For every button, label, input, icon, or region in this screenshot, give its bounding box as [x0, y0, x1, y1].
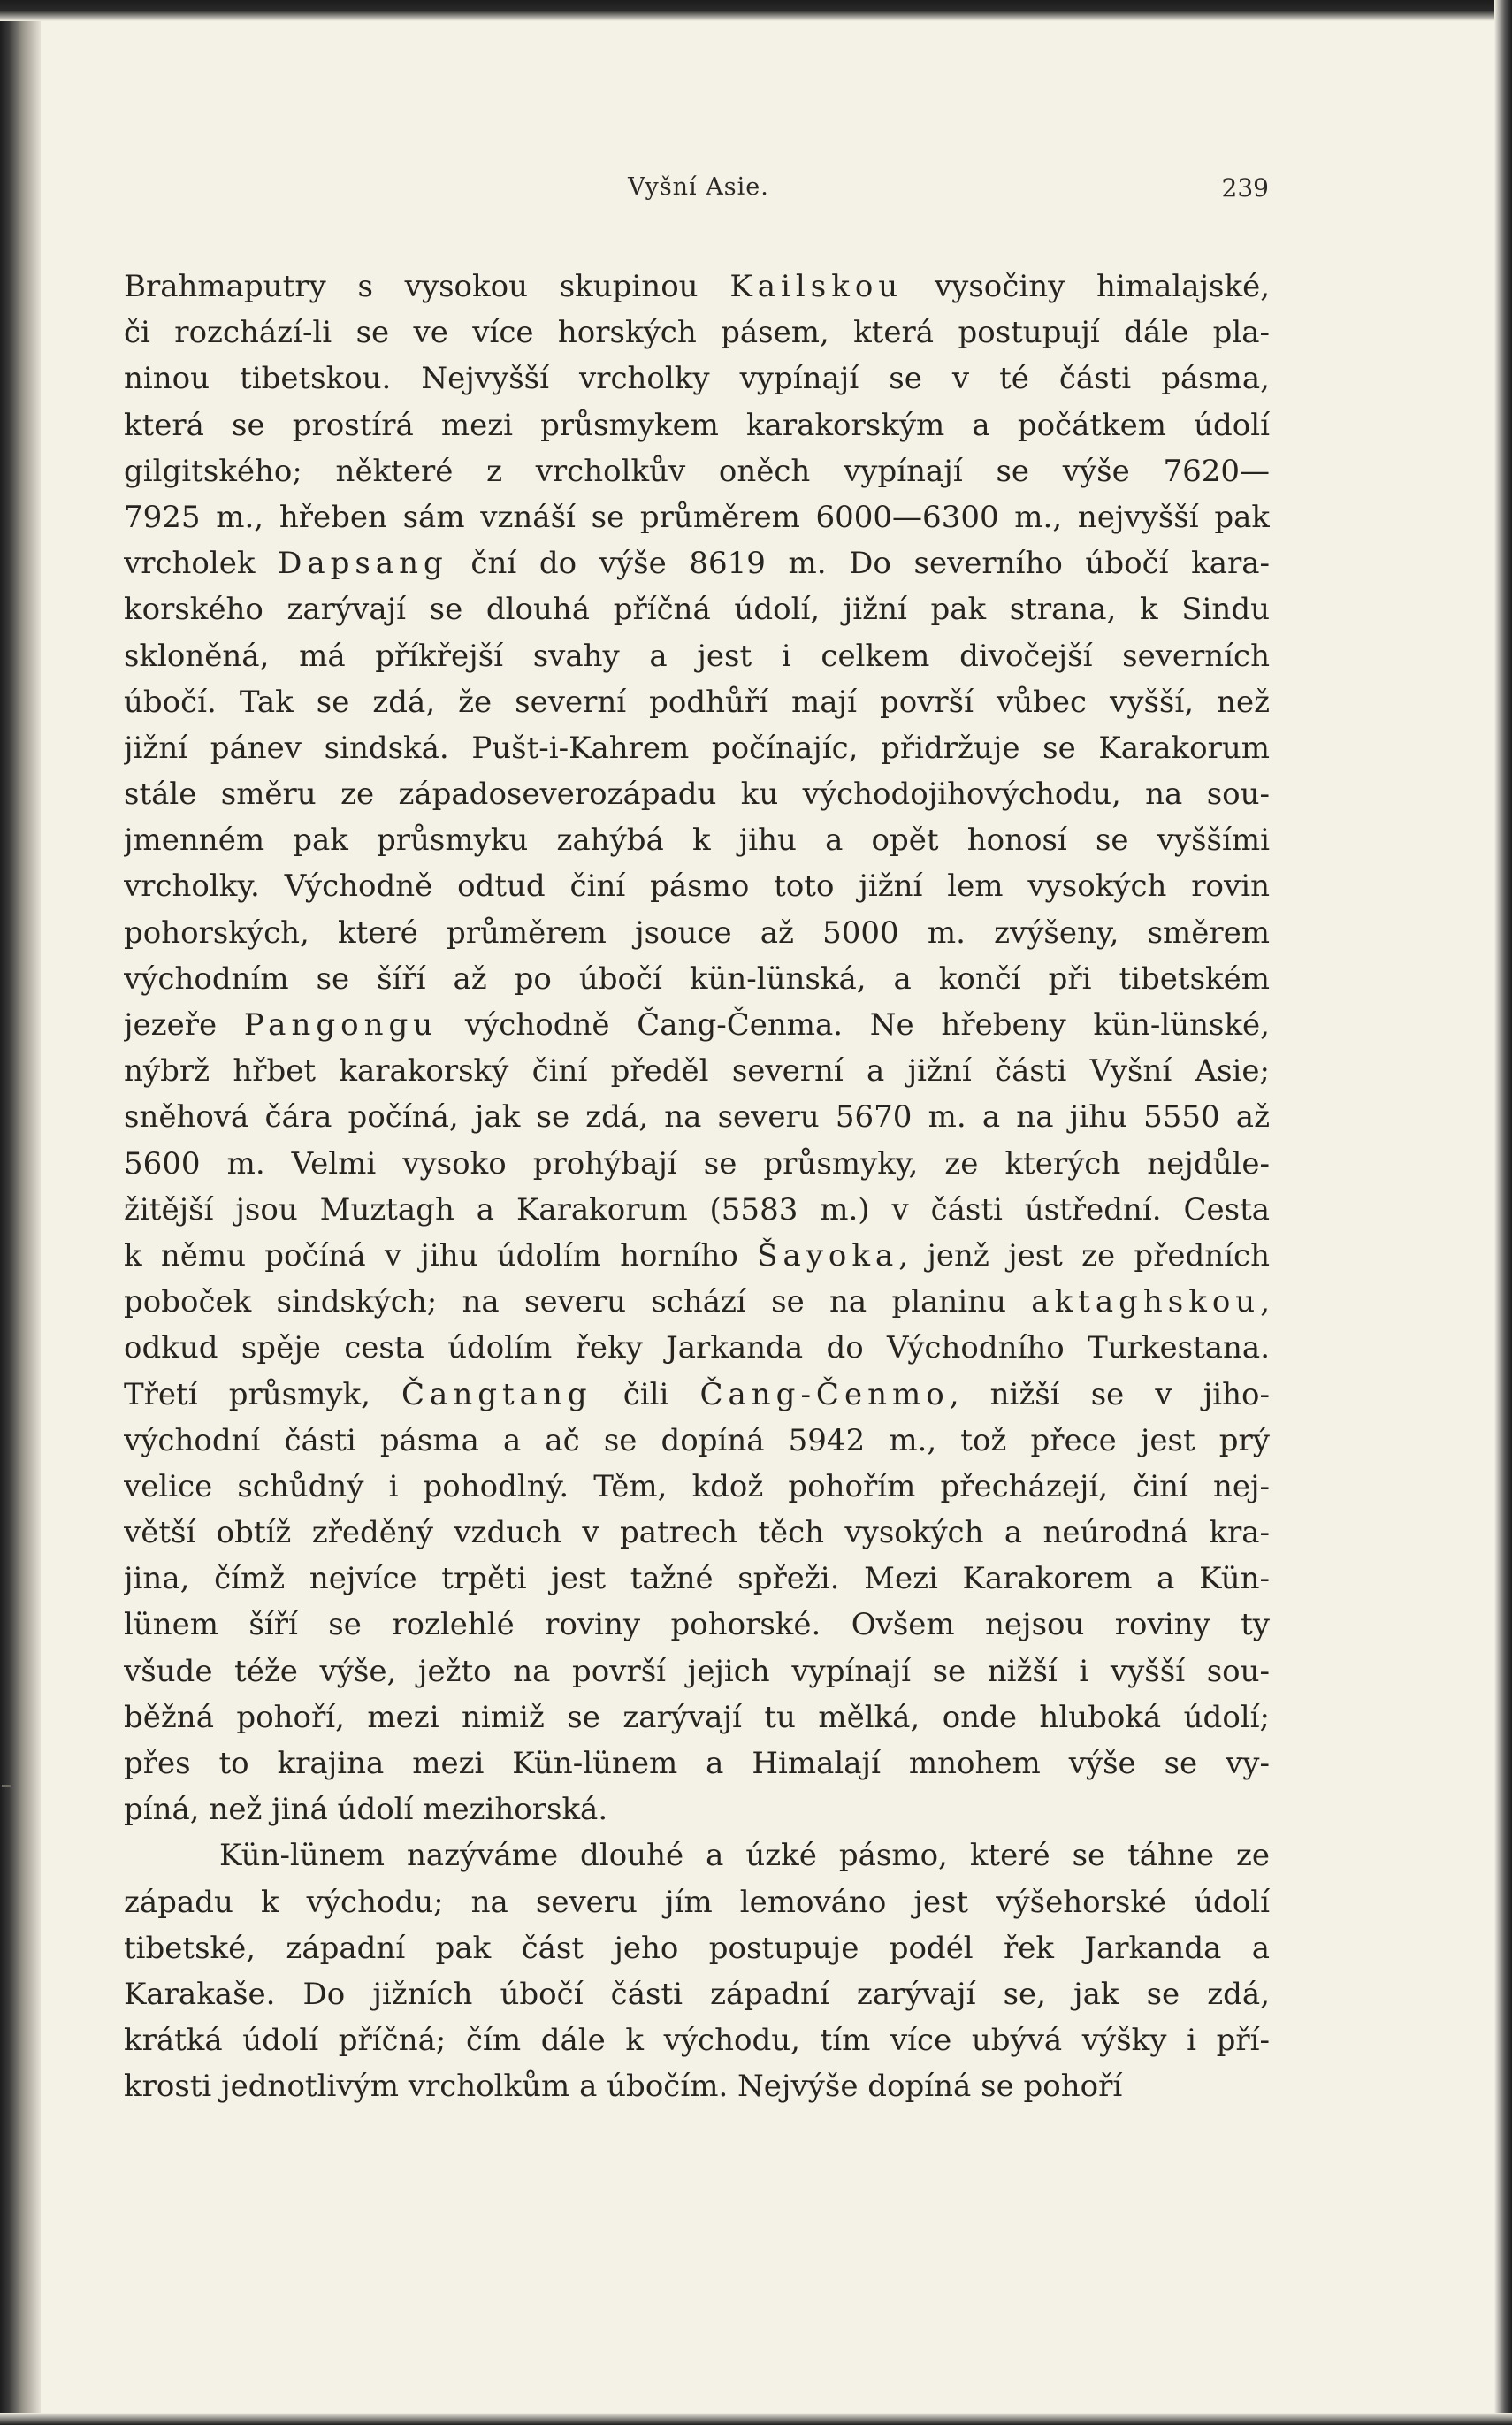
text-segment: jmenném pak průsmyku zahýbá k jihu a opět honosí se vyššími	[124, 822, 1270, 859]
text-line	[124, 356, 1270, 402]
text-segment: Karakaše. Do jižních úbočí části západní zarývají se, jak se zdá,	[124, 1976, 1270, 2012]
text-segment: sněhová čára počíná, jak se zdá, na severu 5670 m. a na jihu 5550 až	[124, 1099, 1270, 1136]
text-segment: stále směru ze západoseverozápadu ku východojihovýchodu, na sou-	[124, 776, 1270, 813]
text-line	[124, 771, 1270, 817]
text-segment: jina, čímž nejvíce trpěti jest tažné spřeži. Mezi Karakorem a Kün-	[124, 1561, 1270, 1597]
spaced-name: aktaghskou	[1031, 1284, 1261, 1320]
text-line	[124, 863, 1270, 909]
text-line	[124, 402, 1270, 448]
binding-shadow	[0, 0, 41, 2425]
text-segment: korského zarývají se dlouhá příčná údolí, jižní pak strana, k Sindu	[124, 592, 1270, 628]
text-line	[124, 679, 1270, 725]
text-line	[124, 1971, 1270, 2017]
spaced-name: Čang-Čenmo	[699, 1376, 950, 1412]
text-segment: pohorských, které průměrem jsouce až 5000 m. zvýšeny, směrem	[124, 914, 1270, 951]
text-line	[124, 1879, 1270, 1925]
text-segment: úbočí. Tak se zdá, že severní podhůří mají površí vůbec vyšší, než	[124, 684, 1270, 720]
top-scan-border	[0, 0, 1512, 21]
text-segment: vrcholek	[124, 546, 279, 582]
text-segment: 7925 m., hřeben sám vznáší se průměrem 6000—6300 m., nejvyšší pak	[124, 499, 1270, 535]
text-segment: Brahmaputry s vysokou skupinou	[124, 269, 730, 304]
text-segment: západu k východu; na severu jím lemováno jest výšehorské údolí	[124, 1884, 1270, 1920]
text-line	[124, 540, 1270, 586]
bottom-scan-border	[0, 2413, 1512, 2425]
text-line	[124, 725, 1270, 771]
text-line	[124, 1233, 1270, 1279]
text-segment: 5600 m. Velmi vysoko prohýbají se průsmyky, ze kterých nejdůle-	[124, 1145, 1270, 1182]
text-line	[124, 264, 1270, 310]
text-segment: či rozchází-li se ve více horských pásem, která postupují dále pla-	[124, 315, 1270, 351]
text-segment: velice schůdný i pohodlný. Těm, kdož pohořím přecházejí, činí nej-	[124, 1468, 1270, 1504]
text-line	[124, 817, 1270, 863]
text-segment: východně Čang-Čenma. Ne hřebeny kün-lünské,	[438, 1007, 1270, 1043]
text-segment: tibetské, západní pak část jeho postupuje podél řek Jarkanda a	[124, 1930, 1270, 1966]
spaced-name: Čangtang	[401, 1376, 592, 1412]
text-segment: Kün-lünem nazýváme dlouhé a úzké pásmo, které se táhne ze	[219, 1838, 1270, 1874]
text-line	[124, 2063, 1270, 2109]
text-segment: skloněná, má příkřejší svahy a jest i celkem divočejší severních	[124, 638, 1270, 674]
text-line	[124, 1372, 1270, 1418]
right-scan-border	[1494, 0, 1512, 2425]
text-segment: východním se šíří až po úbočí kün-lünská, a končí při tibetském	[124, 960, 1270, 997]
text-segment: čili	[592, 1376, 700, 1412]
text-segment: poboček sindských; na severu schází se na planinu	[124, 1284, 1032, 1320]
spaced-name: Šayoka	[757, 1237, 899, 1274]
text-segment: vysočiny himalajské,	[903, 269, 1270, 304]
text-segment: nýbrž hřbet karakorský činí předěl severní a jižní části Vyšní Asie;	[124, 1053, 1270, 1090]
text-segment: Třetí průsmyk,	[124, 1376, 402, 1412]
text-segment: krátká údolí příčná; čím dále k východu, tím více ubývá výšky i pří-	[124, 2023, 1270, 2059]
text-segment: k němu počíná v jihu údolím horního	[124, 1237, 758, 1274]
text-segment: ční do výše 8619 m. Do severního úbočí kara-	[447, 546, 1270, 582]
text-line	[124, 1694, 1270, 1740]
text-line	[124, 1832, 1270, 1878]
text-line	[124, 1925, 1270, 1971]
text-line	[124, 910, 1270, 956]
text-segment: běžná pohoří, mezi nimiž se zarývají tu mělká, onde hluboká údolí;	[124, 1699, 1270, 1735]
text-segment: krosti jednotlivým vrcholkům a úbočím. Nejvýše dopíná se pohoří	[124, 2069, 1123, 2105]
running-head	[0, 173, 1512, 209]
text-line	[124, 1002, 1270, 1048]
running-title: Vyšní Asie.	[628, 173, 769, 201]
text-line	[124, 494, 1270, 540]
text-line	[124, 2017, 1270, 2063]
text-segment: vrcholky. Východně odtud činí pásmo toto jižní lem vysokých rovin	[124, 868, 1270, 905]
text-segment: východní části pásma a ač se dopíná 5942 m., tož přece jest prý	[124, 1422, 1270, 1458]
text-segment: všude téže výše, ježto na površí jejich vypínají se nižší i vyšší sou-	[124, 1653, 1270, 1689]
text-segment: , jenž jest ze předních	[898, 1237, 1270, 1274]
text-segment: větší obtíž zředěný vzduch v patrech těch vysokých a neúrodná kra-	[124, 1515, 1270, 1551]
text-line	[124, 1187, 1270, 1233]
text-segment: ,	[1260, 1284, 1270, 1320]
text-line	[124, 1418, 1270, 1464]
body-text	[124, 264, 1270, 2110]
text-segment: jižní pánev sindská. Pušt-i-Kahrem počínajíc, přidržuje se Karakorum	[124, 730, 1270, 766]
text-segment: odkud spěje cesta údolím řeky Jarkanda do Východního Turkestana.	[124, 1330, 1270, 1366]
text-line	[124, 586, 1270, 632]
text-line	[124, 1649, 1270, 1694]
text-line	[124, 1325, 1270, 1371]
spaced-name: Kailskou	[729, 269, 904, 304]
text-segment: přes to krajina mezi Kün-lünem a Himalají mnohem výše se vy-	[124, 1746, 1270, 1781]
text-segment: gilgitského; některé z vrcholkův oněch vypínají se výše 7620—	[124, 453, 1270, 489]
text-line	[124, 633, 1270, 679]
text-line	[124, 1740, 1270, 1786]
text-segment: lünem šíří se rozlehlé roviny pohorské. Ovšem nejsou roviny ty	[124, 1607, 1270, 1643]
text-line	[124, 1556, 1270, 1602]
text-line	[124, 1786, 1270, 1832]
text-segment: žitější jsou Muztagh a Karakorum (5583 m.) v části ústřední. Cesta	[124, 1191, 1270, 1228]
page-number: 239	[1221, 173, 1269, 203]
text-segment: píná, než jiná údolí mezihorská.	[124, 1792, 608, 1828]
text-line	[124, 1094, 1270, 1140]
text-segment: jezeře	[124, 1007, 244, 1043]
text-line	[124, 1602, 1270, 1648]
spaced-name: Dapsang	[278, 546, 448, 582]
text-line	[124, 1141, 1270, 1187]
text-line	[124, 1464, 1270, 1510]
gutter-mark	[2, 1785, 11, 1787]
text-line	[124, 1279, 1270, 1325]
text-segment: , nižší se v jiho-	[949, 1376, 1270, 1412]
text-line	[124, 1048, 1270, 1094]
text-line	[124, 1510, 1270, 1556]
text-segment: ninou tibetskou. Nejvyšší vrcholky vypínají se v té části pásma,	[124, 361, 1270, 397]
text-line	[124, 448, 1270, 494]
text-segment: která se prostírá mezi průsmykem karakorským a počátkem údolí	[124, 407, 1270, 443]
spaced-name: Pangongu	[243, 1007, 439, 1043]
text-line	[124, 310, 1270, 356]
text-line	[124, 956, 1270, 1002]
